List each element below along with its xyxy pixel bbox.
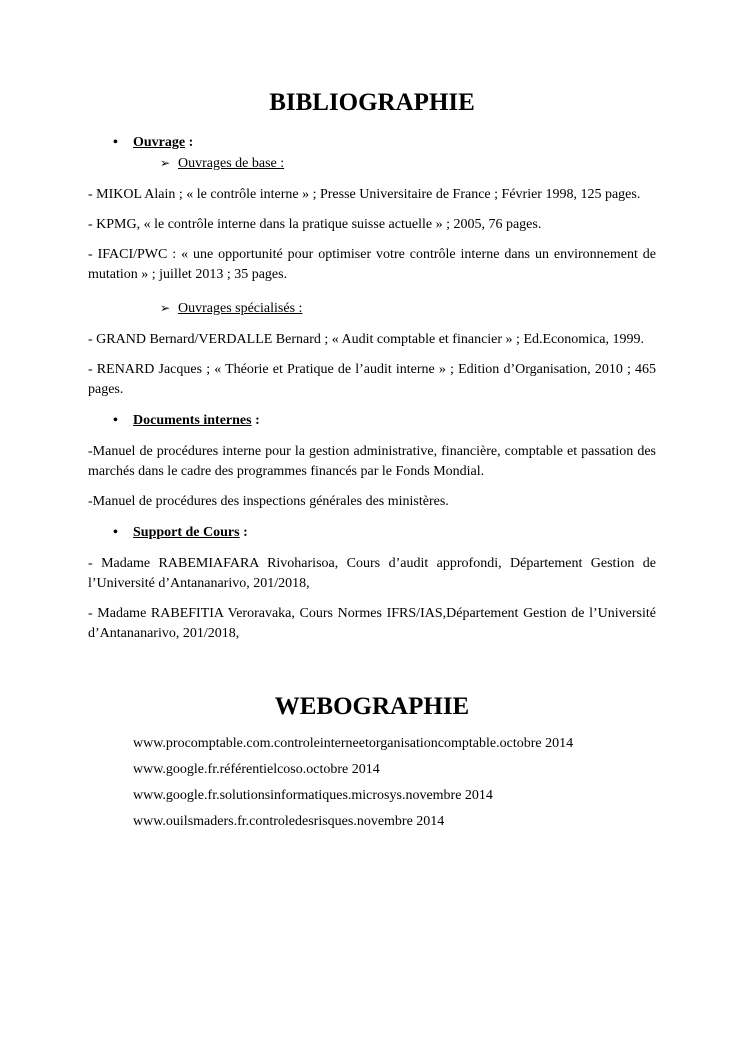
- webography-link: www.procomptable.com.controleinterneetorganisationcomptable.octobre 2014: [133, 736, 574, 751]
- section-support-suffix: :: [239, 525, 248, 540]
- bullet-icon: •: [113, 525, 118, 540]
- section-ouvrage-suffix: :: [185, 135, 194, 150]
- webography-link: www.ouilsmaders.fr.controledesrisques.novembre 2014: [133, 814, 445, 829]
- subsection-base-heading: [160, 154, 656, 173]
- section-documents-heading: [113, 412, 656, 430]
- section-documents-suffix: :: [251, 413, 260, 428]
- section-ouvrage-heading: [113, 134, 656, 152]
- subsection-base-label: Ouvrages de base :: [178, 156, 285, 171]
- webography-link: www.google.fr.solutionsinformatiques.microsys.novembre 2014: [133, 788, 493, 803]
- reference-entry: - MIKOL Alain ; « le contrôle interne » ; Presse Universitaire de France ; Février 1998, 125 pages.: [88, 187, 641, 202]
- reference-entry: -Manuel de procédures des inspections générales des ministères.: [88, 494, 449, 509]
- reference-entry: -Manuel de procédures interne pour la gestion administrative, financière, comptable et passation des marchés dans le cadre des programmes financés par le Fonds Mondial.: [88, 444, 656, 479]
- bullet-icon: •: [113, 135, 118, 150]
- webography-list: [133, 734, 656, 832]
- subsection-specialises-label: Ouvrages spécialisés :: [178, 301, 303, 316]
- reference-entry: - GRAND Bernard/VERDALLE Bernard ; « Audit comptable et financier » ; Ed.Economica, 1999.: [88, 332, 644, 347]
- reference-entry: - Madame RABEFITIA Veroravaka, Cours Normes IFRS/IAS,Département Gestion de l’Université d’Antananarivo, 201/2018,: [88, 606, 656, 641]
- webography-title: WEBOGRAPHIE: [274, 693, 470, 720]
- reference-entry: - KPMG, « le contrôle interne dans la pratique suisse actuelle » ; 2005, 76 pages.: [88, 217, 542, 232]
- section-documents-label: Documents internes: [133, 413, 252, 428]
- bullet-icon: •: [113, 413, 118, 428]
- webography-link: www.google.fr.référentielcoso.octobre 2014: [133, 762, 380, 777]
- reference-entry: - IFACI/PWC : « une opportunité pour optimiser votre contrôle interne dans un environnement de mutation » ; juillet 2013 ; 35 pages.: [88, 247, 656, 282]
- subsection-specialises-heading: [160, 299, 656, 318]
- arrow-bullet-icon: ➢: [160, 156, 171, 170]
- section-ouvrage-label: Ouvrage: [133, 135, 186, 150]
- reference-entry: - RENARD Jacques ; « Théorie et Pratique de l’audit interne » ; Edition d’Organisation, 2010 ; 465 pages.: [88, 362, 656, 397]
- section-support-label: Support de Cours: [133, 525, 240, 540]
- reference-entry: - Madame RABEMIAFARA Rivoharisoa, Cours d’audit approfondi, Département Gestion de l’Université d’Antananarivo, 201/2018,: [88, 556, 656, 591]
- bibliography-title: BIBLIOGRAPHIE: [269, 89, 475, 116]
- section-support-heading: [113, 524, 656, 542]
- arrow-bullet-icon: ➢: [160, 301, 171, 315]
